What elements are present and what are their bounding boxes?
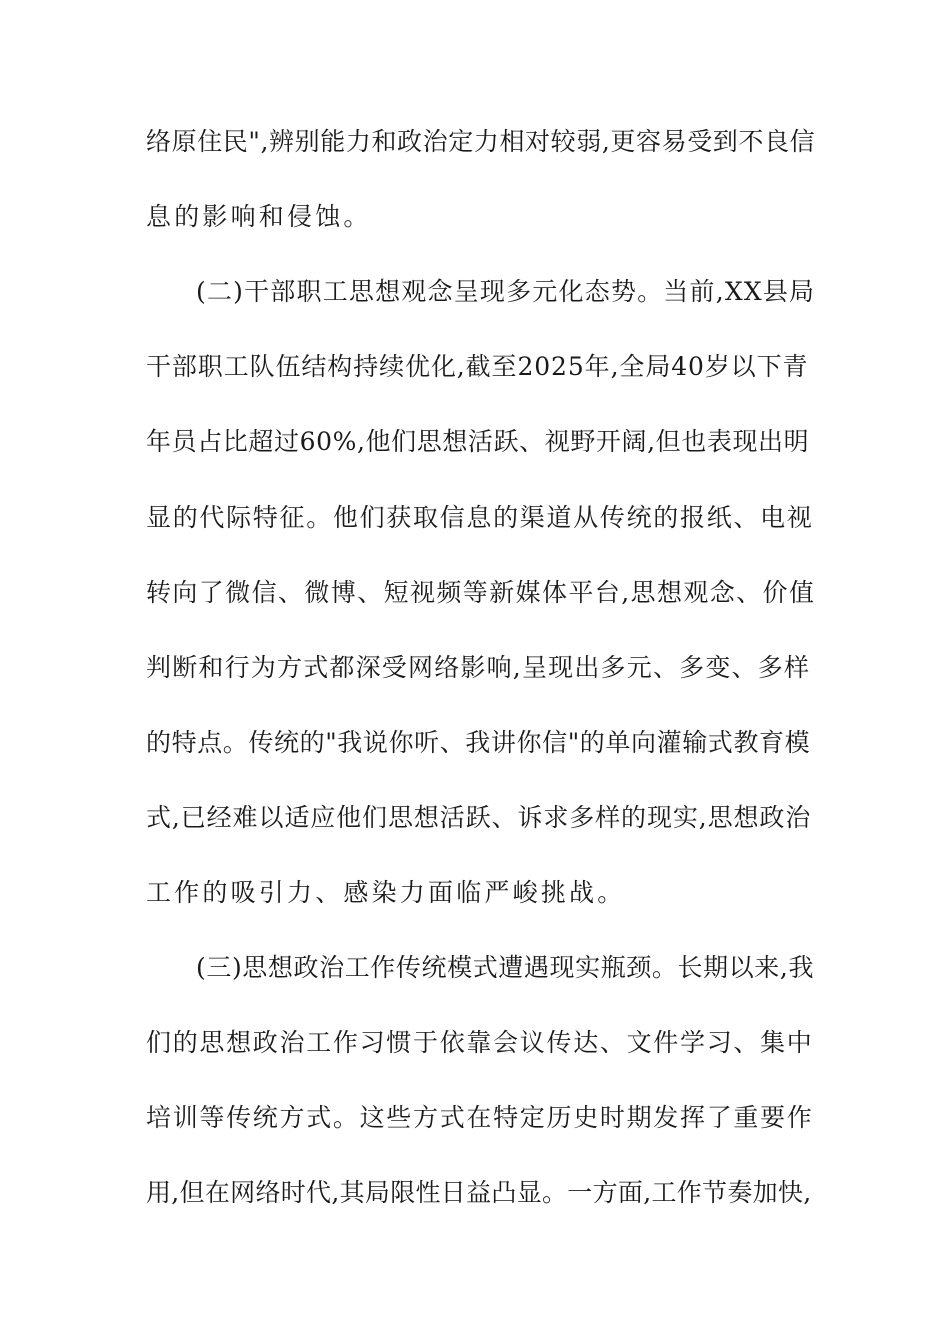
text-line: 们的思想政治工作习惯于依靠会议传达、文件学习、集中 — [146, 1028, 814, 1057]
paragraph-heading-line: (二)干部职工思想观念呈现多元化态势。当前,XX县局 — [196, 277, 816, 306]
paragraph-heading-line: (三)思想政治工作传统模式遭遇现实瓶颈。长期以来,我 — [196, 953, 815, 982]
text-line: 培训等传统方式。这些方式在特定历史时期发挥了重要作 — [146, 1103, 814, 1132]
text-line: 式,已经难以适应他们思想活跃、诉求多样的现实,思想政治 — [146, 803, 812, 832]
text-line: 转向了微信、微博、短视频等新媒体平台,思想观念、价值 — [146, 578, 816, 607]
text-line: 息的影响和侵蚀。 — [146, 202, 372, 231]
text-line: 干部职工队伍结构持续优化,截至2025年,全局40岁以下青 — [146, 352, 809, 381]
text-line: 用,但在网络时代,其局限性日益凸显。一方面,工作节奏加快, — [146, 1178, 812, 1207]
text-line: 年员占比超过60%,他们思想活跃、视野开阔,但也表现出明 — [146, 427, 810, 456]
text-line: 显的代际特征。他们获取信息的渠道从传统的报纸、电视 — [146, 503, 814, 532]
text-line: 络原住民",辨别能力和政治定力相对较弱,更容易受到不良信 — [146, 127, 816, 156]
text-line: 判断和行为方式都深受网络影响,呈现出多元、多变、多样 — [146, 653, 811, 682]
text-line: 的特点。传统的"我说你听、我讲你信"的单向灌输式教育模 — [146, 728, 811, 757]
text-line: 工作的吸引力、感染力面临严峻挑战。 — [146, 878, 626, 907]
